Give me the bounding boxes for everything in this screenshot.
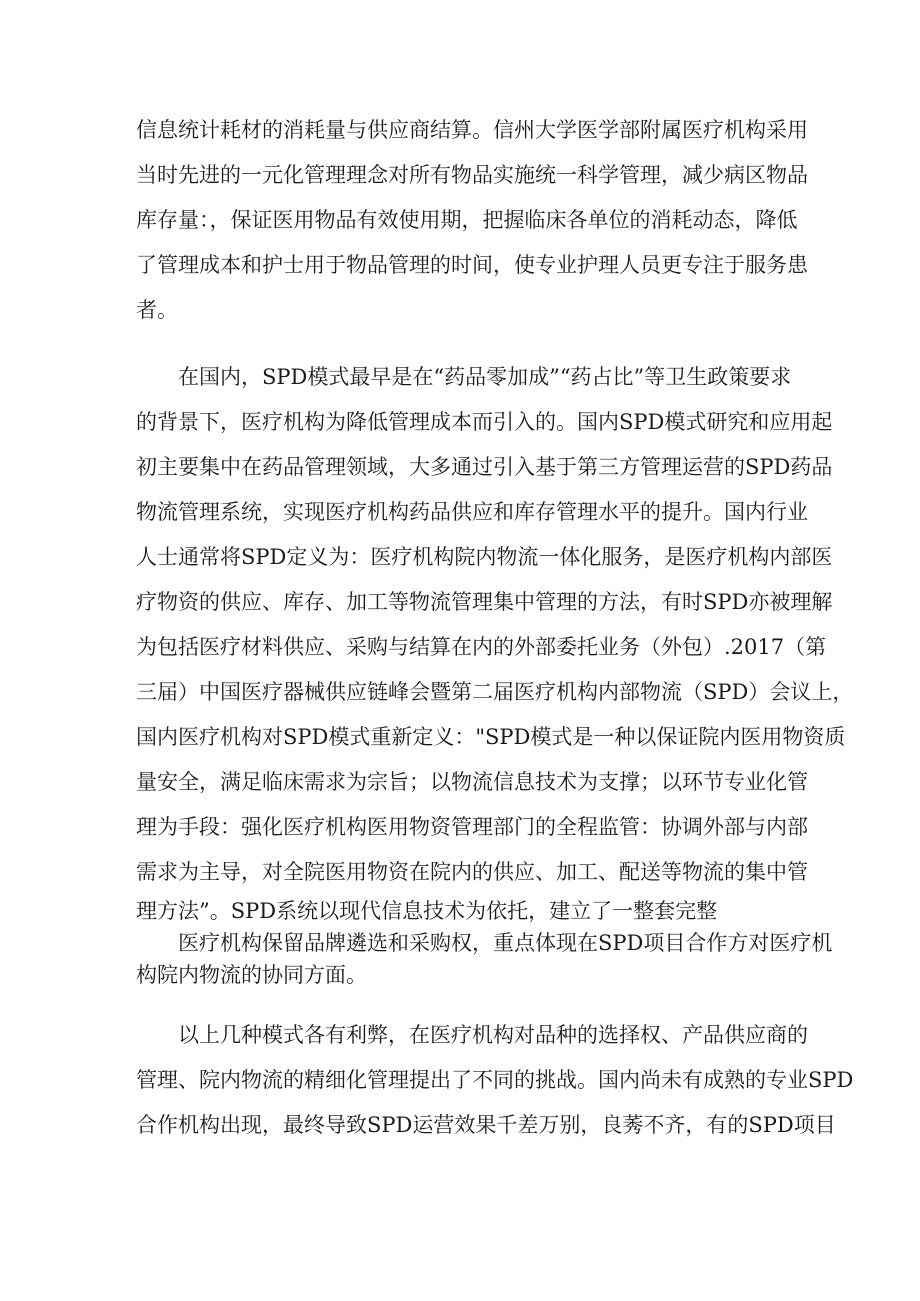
text-line: 在国内，SPD模式最早是在“药品零加成”“药占比”等卫生政策要求 bbox=[136, 365, 792, 389]
text-line: 当时先进的一元化管理理念对所有物品实施统一科学管理，减少病区物品 bbox=[136, 163, 808, 187]
text-line: 物流管理系统，实现医疗机构药品供应和库存管理水平的提升。国内行业 bbox=[136, 500, 808, 524]
text-line: 以上几种模式各有利弊，在医疗机构对品种的选择权、产品供应商的 bbox=[136, 1023, 808, 1047]
text-line: 人士通常将SPD定义为：医疗机构院内物流一体化服务，是医疗机构内部医 bbox=[136, 545, 833, 569]
text-line: 合作机构出现，最终导致SPD运营效果千差万别，良莠不齐，有的SPD项目 bbox=[136, 1113, 836, 1137]
text-line: 三届）中国医疗器械供应链峰会暨第二届医疗机构内部物流（SPD）会议上， bbox=[136, 680, 854, 704]
text-line: 的背景下，医疗机构为降低管理成本而引入的。国内SPD模式研究和应用起 bbox=[136, 410, 833, 434]
text-line: 医疗机构保留品牌遴选和采购权，重点体现在SPD项目合作方对医疗机 bbox=[136, 931, 833, 955]
text-line: 管理、院内物流的精细化管理提出了不同的挑战。国内尚未有成熟的专业SPD bbox=[136, 1068, 854, 1092]
document-body bbox=[136, 108, 854, 1148]
text-line: 理方法”。SPD系统以现代信息技术为依托，建立了一整套完整 bbox=[136, 899, 718, 923]
text-line: 初主要集中在药品管理领域，大多通过引入基于第三方管理运营的SPD药品 bbox=[136, 455, 833, 479]
paragraph-2 bbox=[136, 355, 854, 927]
text-line: 为包括医疗材料供应、采购与结算在内的外部委托业务（外包）.2017（第 bbox=[136, 635, 827, 659]
text-line: 者。 bbox=[136, 298, 178, 322]
text-line: 了管理成本和护士用于物品管理的时间，使专业护理人员更专注于服务患 bbox=[136, 253, 808, 277]
text-line: 理为手段：强化医疗机构医用物资管理部门的全程监管：协调外部与内部 bbox=[136, 815, 808, 839]
paragraph-1 bbox=[136, 108, 808, 333]
paragraph-4 bbox=[136, 1013, 854, 1148]
text-line: 需求为主导，对全院医用物资在院内的供应、加工、配送等物流的集中管 bbox=[136, 860, 808, 884]
text-line: 信息统计耗材的消耗量与供应商结算。信州大学医学部附属医疗机构采用 bbox=[136, 118, 808, 142]
text-line: 疗物资的供应、库存、加工等物流管理集中管理的方法，有时SPD亦被理解 bbox=[136, 590, 833, 614]
paragraph-3 bbox=[136, 927, 833, 991]
text-line: 库存量：，保证医用物品有效使用期，把握临床各单位的消耗动态，降低 bbox=[136, 208, 798, 232]
text-line: 构院内物流的协同方面。 bbox=[136, 963, 367, 987]
text-line: 量安全，满足临床需求为宗旨；以物流信息技术为支撑；以环节专业化管 bbox=[136, 770, 808, 794]
text-line: 国内医疗机构对SPD模式重新定义："SPD模式是一种以保证院内医用物资质 bbox=[136, 725, 846, 749]
